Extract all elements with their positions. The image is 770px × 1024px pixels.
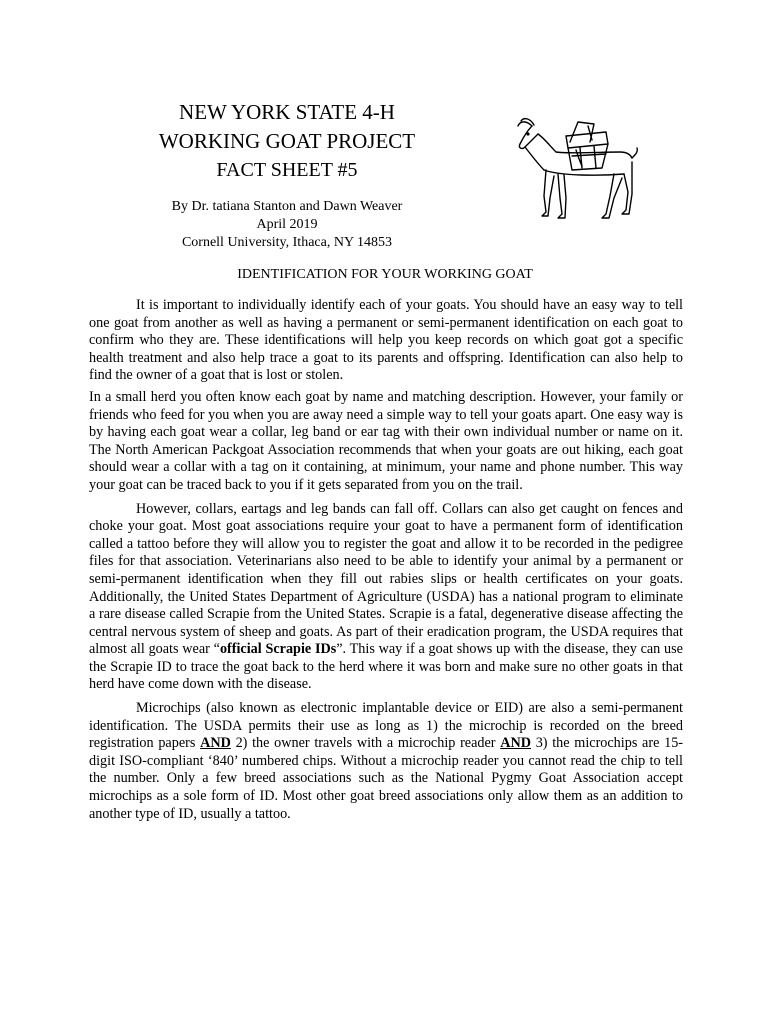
paragraph-microchips-text-3: 3) the microchips are 15-digit ISO-compliant ‘840’ numbered chips. Without a microchip reader you cannot read the chip to tell the number. Only a few breed associations such as the National Pygmy Goat Association accept microchips as a sole form of ID. Most other goat breed associations only allow them as an addition to another type of ID, usually a tattoo.	[89, 735, 684, 822]
paragraph-intro: It is important to individually identify each of your goats. You should have an easy way to tell one goat from another as well as having a permanent or semi-permanent identification on each goat to confirm who they are. These identifications will help you keep records on which goat got a specific health treatment and also help trace a goat to its parents and offspring. Identification can also help to find the owner of a goat that is lost or stolen.	[89, 297, 683, 384]
byline-date: April 2019	[256, 217, 318, 232]
byline-authors: By Dr. tatiana Stanton and Dawn Weaver	[171, 199, 403, 214]
section-heading: IDENTIFICATION FOR YOUR WORKING GOAT	[237, 267, 533, 282]
and-emphasis-1: AND	[200, 735, 231, 752]
article-body	[89, 297, 683, 827]
title-line-1: NEW YORK STATE 4-H	[179, 100, 395, 124]
official-scrapie-ids-emphasis: official Scrapie IDs	[219, 641, 337, 658]
pack-goat-illustration-icon	[510, 112, 650, 224]
paragraph-permanent-id-text-1: However, collars, eartags and leg bands can fall off. Collars can also get caught on fences and choke your goat. Most goat associations require your goat to have a permanent form of identification called a tattoo before they will allow you to register the goat and allow it to be recorded in the pedigree files for that association. Veterinarians also need to be able to identify your animal by a permanent or semi-permanent identification when they fill out rabies slips or health certificates on your goats. Additionally, the United States Department of Agriculture (USDA) has a national program to eliminate a rare disease called Scrapie from the United States. Scrapie is a fatal, degenerative disease affecting the central nervous system of sheep and goats. As part of their eradication program, the USDA requires that almost all goats wear “	[89, 500, 683, 658]
fact-sheet-subtitle: FACT SHEET #5	[216, 159, 358, 181]
byline-affiliation: Cornell University, Ithaca, NY 14853	[181, 235, 393, 250]
title-line-2: WORKING GOAT PROJECT	[158, 129, 416, 153]
and-emphasis-2: AND	[500, 735, 531, 752]
paragraph-permanent-id-text-2: ”. This way if a goat shows up with the disease, they can use the Scrapie ID to trace the goat back to the herd where it was born and make sure no other goats in that herd have come down with the disease.	[89, 641, 683, 693]
paragraph-microchips-text-2: 2) the owner travels with a microchip reader	[230, 735, 501, 752]
paragraph-permanent-id	[89, 501, 683, 695]
paragraph-microchips-text-1: Microchips (also known as electronic implantable device or EID) are also a semi-permanent identification. The USDA permits their use as long as 1) the microchip is recorded on the breed registration papers	[89, 700, 683, 752]
paragraph-microchips	[89, 700, 683, 823]
paragraph-small-herd: In a small herd you often know each goat by name and matching description. However, your family or friends who feed for you when you are away need a simple way to tell your goats apart. One easy way is by having each goat wear a collar, leg band or ear tag with their own individual number or name on it. The North American Packgoat Association recommends that when your goats are out hiking, each goat should wear a collar with a tag on it containing, at minimum, your name and phone number. This way your goat can be traced back to you if it gets separated from you on the trail.	[89, 388, 683, 493]
